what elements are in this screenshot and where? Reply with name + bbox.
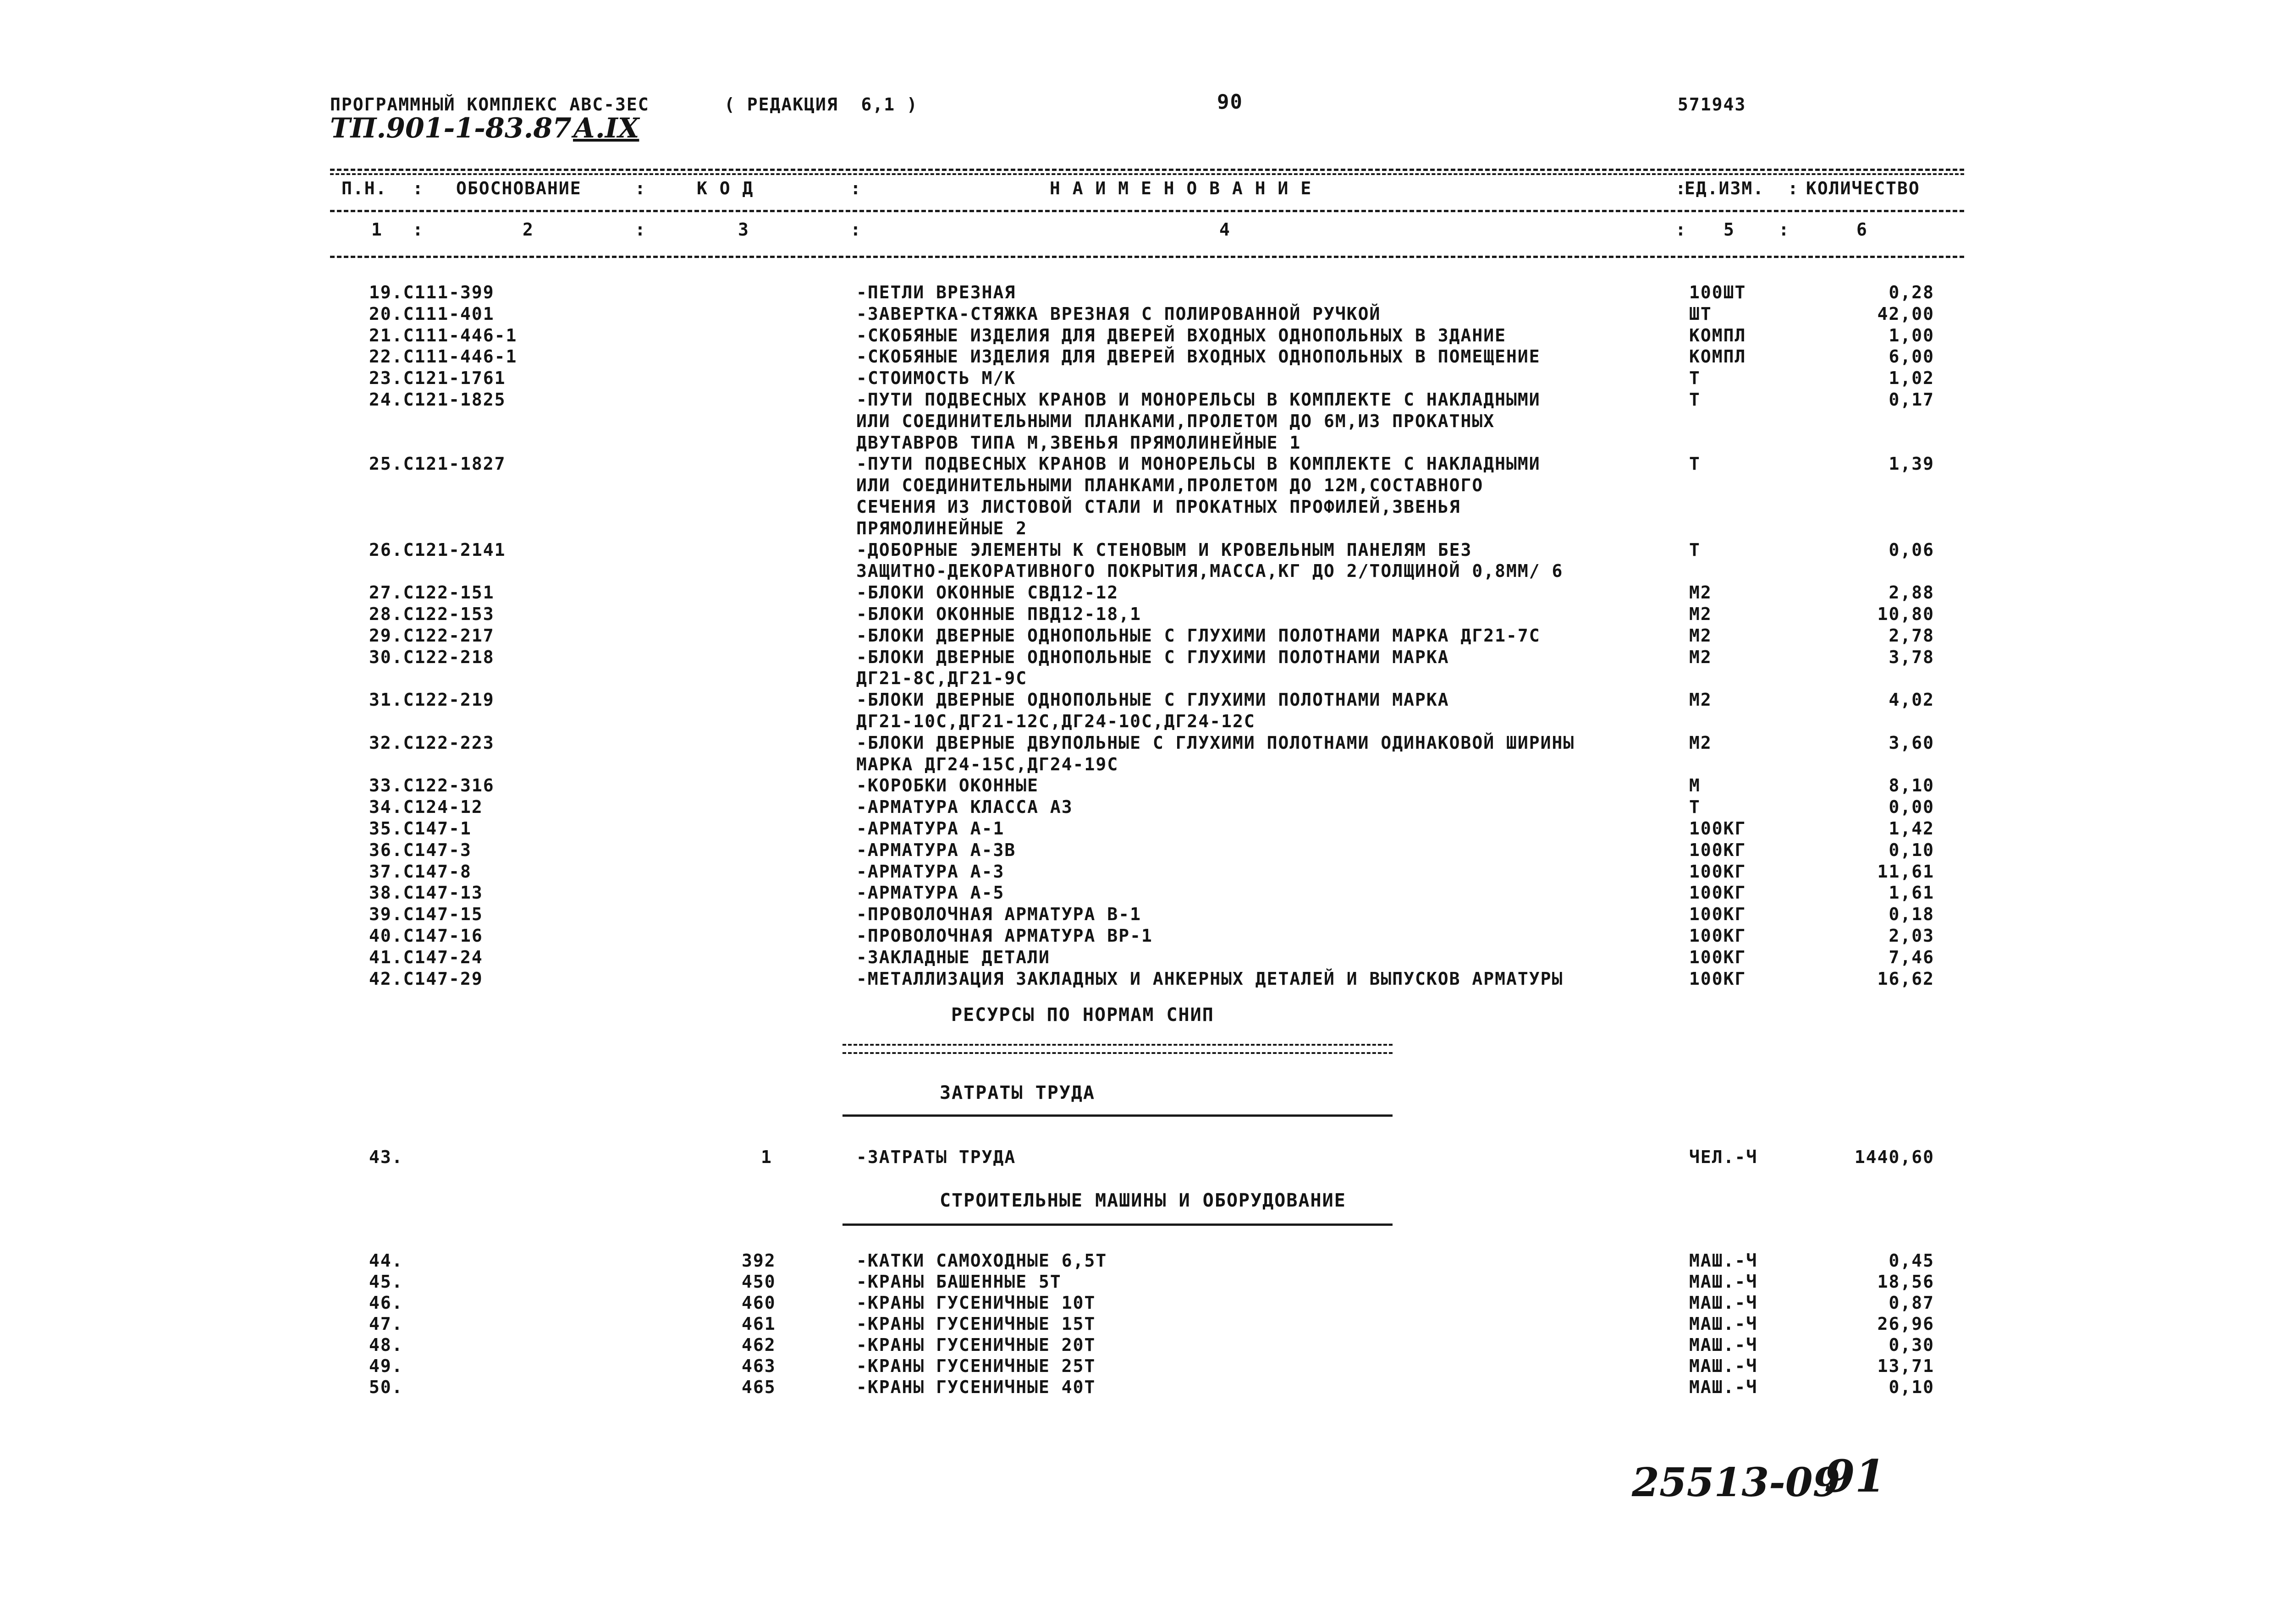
row-unit: Т	[1689, 454, 1701, 474]
header-rule-mid	[330, 210, 1964, 212]
row-name-line: МАРКА ДГ24-15С,ДГ24-19С	[856, 754, 1119, 774]
row-name-line: -ДОБОРНЫЕ ЭЛЕМЕНТЫ К СТЕНОВЫМ И КРОВЕЛЬНЫМ ПАНЕЛЯМ БЕЗ	[856, 539, 1472, 560]
row-name-line: -БЛОКИ ДВЕРНЫЕ ОДНОПОЛЬНЫЕ С ГЛУХИМИ ПОЛОТНАМИ МАРКА ДГ21-7С	[856, 625, 1541, 646]
row-num: 43.	[369, 1147, 403, 1167]
col-head-num: П.Н.	[341, 178, 387, 198]
row-unit: 100КГ	[1689, 968, 1746, 989]
program-name: ПРОГРАММНЫЙ КОМПЛЕКС АВС-3ЕС	[330, 94, 650, 115]
row-code: 32.С122-223	[369, 732, 495, 753]
row-unit: ШТ	[1689, 303, 1712, 324]
col-sep: :	[635, 178, 646, 198]
row-num: 46.	[369, 1293, 403, 1313]
col-num-1: 1	[371, 219, 383, 240]
row-code: 28.С122-153	[369, 604, 495, 624]
row-code: 31.С122-219	[369, 690, 495, 710]
row-num: 47.	[369, 1314, 403, 1334]
row-unit: Т	[1689, 368, 1701, 389]
col-sep: :	[850, 219, 862, 240]
row-qty: 3,78	[1889, 647, 1934, 667]
row-unit: КОМПЛ	[1689, 346, 1746, 367]
row-qty: 0,45	[1889, 1251, 1934, 1271]
row-name-line: -СТОИМОСТЬ М/К	[856, 368, 1016, 389]
row-code: 38.С147-13	[369, 883, 483, 903]
row-code: 23.С121-1761	[369, 368, 506, 389]
row-name-line: -ПУТИ ПОДВЕСНЫХ КРАНОВ И МОНОРЕЛЬСЫ В КОМПЛЕКТЕ С НАКЛАДНЫМИ	[856, 454, 1541, 474]
row-qty: 11,61	[1877, 861, 1934, 882]
col-head-qty: КОЛИЧЕСТВО	[1806, 178, 1920, 198]
row-qty: 3,60	[1889, 732, 1934, 753]
row-code: 21.С111-446-1	[369, 325, 518, 346]
row-qty: 10,80	[1877, 604, 1934, 624]
row-qty: 1,00	[1889, 325, 1934, 346]
row-qty: 0,06	[1889, 539, 1934, 560]
handwritten-code: 25513-09	[1632, 1459, 1840, 1506]
row-qty: 0,30	[1889, 1335, 1934, 1355]
row-name-line: -ПРОВОЛОЧНАЯ АРМАТУРА В-1	[856, 904, 1141, 925]
row-code: 22.С111-446-1	[369, 346, 518, 367]
row-qty: 1,02	[1889, 368, 1934, 389]
row-unit: ЧЕЛ.-Ч	[1689, 1147, 1758, 1167]
col-head-basis: ОБОСНОВАНИЕ	[456, 178, 582, 198]
row-unit: М2	[1689, 604, 1712, 624]
col-num-3: 3	[738, 219, 749, 240]
labor-section-title: ЗАТРАТЫ ТРУДА	[940, 1082, 1096, 1103]
col-sep: :	[413, 178, 424, 198]
row-name-line: ДВУТАВРОВ ТИПА М,ЗВЕНЬЯ ПРЯМОЛИНЕЙНЫЕ 1	[856, 432, 1301, 453]
row-name: -КРАНЫ ГУСЕНИЧНЫЕ 10Т	[856, 1293, 1096, 1313]
row-code: 34.С124-12	[369, 797, 483, 817]
col-head-unit: ЕД.ИЗМ.	[1685, 178, 1765, 198]
row-qty: 18,56	[1877, 1272, 1934, 1292]
row-unit: М2	[1689, 732, 1712, 753]
row-code: 39.С147-15	[369, 904, 483, 925]
row-name-line: ДГ21-10С,ДГ21-12С,ДГ24-10С,ДГ24-12С	[856, 711, 1255, 731]
row-name-line: -БЛОКИ ДВЕРНЫЕ ДВУПОЛЬНЫЕ С ГЛУХИМИ ПОЛОТНАМИ ОДИНАКОВОЙ ШИРИНЫ	[856, 732, 1575, 753]
row-code: 24.С121-1825	[369, 390, 506, 410]
handwritten-page: 91	[1824, 1450, 1886, 1502]
row-qty: 0,10	[1889, 839, 1934, 860]
row-unit: 100КГ	[1689, 818, 1746, 839]
row-code: 37.С147-8	[369, 861, 472, 882]
col-num-6: 6	[1856, 219, 1868, 240]
row-qty: 0,28	[1889, 282, 1934, 302]
row-qty: 4,02	[1889, 690, 1934, 710]
row-name-line: СЕЧЕНИЯ ИЗ ЛИСТОВОЙ СТАЛИ И ПРОКАТНЫХ ПРОФИЛЕЙ,ЗВЕНЬЯ	[856, 497, 1461, 517]
row-qty: 1,61	[1889, 883, 1934, 903]
row-code: 36.С147-3	[369, 839, 472, 860]
col-head-name: Н А И М Е Н О В А Н И Е	[1050, 178, 1312, 198]
row-num: 44.	[369, 1251, 403, 1271]
row-name-line: ЗАЩИТНО-ДЕКОРАТИВНОГО ПОКРЫТИЯ,МАССА,КГ ДО 2/ТОЛЩИНОЙ 0,8ММ/ 6	[856, 561, 1564, 582]
row-name-line: ПРЯМОЛИНЕЙНЫЕ 2	[856, 518, 1028, 538]
row-code: 450	[742, 1272, 776, 1292]
row-code: 463	[742, 1356, 776, 1376]
row-code: 20.С111-401	[369, 303, 495, 324]
row-unit: МАШ.-Ч	[1689, 1314, 1758, 1334]
row-qty: 26,96	[1877, 1314, 1934, 1334]
row-unit: 100КГ	[1689, 926, 1746, 946]
row-name: -КРАНЫ ГУСЕНИЧНЫЕ 15Т	[856, 1314, 1096, 1334]
row-unit: МАШ.-Ч	[1689, 1377, 1758, 1397]
row-unit: МАШ.-Ч	[1689, 1335, 1758, 1355]
row-qty: 0,87	[1889, 1293, 1934, 1313]
row-qty: 13,71	[1877, 1356, 1934, 1376]
labor-rule	[842, 1114, 1393, 1117]
row-qty: 2,88	[1889, 582, 1934, 603]
row-unit: М2	[1689, 582, 1712, 603]
row-code: 465	[742, 1377, 776, 1397]
row-name: -КРАНЫ ГУСЕНИЧНЫЕ 25Т	[856, 1356, 1096, 1376]
row-name-line: -АРМАТУРА А-1	[856, 818, 1005, 839]
row-code: 19.С111-399	[369, 282, 495, 302]
row-name-line: -СКОБЯНЫЕ ИЗДЕЛИЯ ДЛЯ ДВЕРЕЙ ВХОДНЫХ ОДНОПОЛЬНЫХ В ПОМЕЩЕНИЕ	[856, 346, 1541, 367]
row-unit: 100ШТ	[1689, 282, 1746, 302]
row-unit: Т	[1689, 390, 1701, 410]
machines-section-title: СТРОИТЕЛЬНЫЕ МАШИНЫ И ОБОРУДОВАНИЕ	[940, 1190, 1346, 1211]
row-unit: М2	[1689, 690, 1712, 710]
row-unit: М2	[1689, 625, 1712, 646]
row-name: -КАТКИ САМОХОДНЫЕ 6,5Т	[856, 1251, 1107, 1271]
row-name-line: ИЛИ СОЕДИНИТЕЛЬНЫМИ ПЛАНКАМИ,ПРОЛЕТОМ ДО 6М,ИЗ ПРОКАТНЫХ	[856, 411, 1495, 431]
row-qty: 16,62	[1877, 968, 1934, 989]
col-head-code: К О Д	[697, 178, 754, 198]
row-qty: 7,46	[1889, 947, 1934, 967]
row-num: 48.	[369, 1335, 403, 1355]
row-code: 1	[761, 1147, 772, 1167]
edition: ( РЕДАКЦИЯ 6,1 )	[724, 94, 918, 115]
row-qty: 0,00	[1889, 797, 1934, 817]
row-name-line: -КОРОБКИ ОКОННЫЕ	[856, 775, 1039, 796]
row-name-line: -ЗАВЕРТКА-СТЯЖКА ВРЕЗНАЯ С ПОЛИРОВАННОЙ РУЧКОЙ	[856, 303, 1381, 324]
row-name: -КРАНЫ ГУСЕНИЧНЫЕ 40Т	[856, 1377, 1096, 1397]
row-name-line: -АРМАТУРА А-3В	[856, 839, 1016, 860]
row-code: 42.С147-29	[369, 968, 483, 989]
row-unit: 100КГ	[1689, 947, 1746, 967]
page-number: 90	[1217, 90, 1243, 114]
row-unit: МАШ.-Ч	[1689, 1272, 1758, 1292]
row-name-line: -ПУТИ ПОДВЕСНЫХ КРАНОВ И МОНОРЕЛЬСЫ В КОМПЛЕКТЕ С НАКЛАДНЫМИ	[856, 390, 1541, 410]
row-num: 49.	[369, 1356, 403, 1376]
header-rule-top	[330, 169, 1964, 171]
row-name-line: -ПЕТЛИ ВРЕЗНАЯ	[856, 282, 1016, 302]
row-qty: 1,39	[1889, 454, 1934, 474]
row-num: 45.	[369, 1272, 403, 1292]
row-code: 25.С121-1827	[369, 454, 506, 474]
row-qty: 0,17	[1889, 390, 1934, 410]
header-rule-top-2	[330, 173, 1964, 175]
row-code: 27.С122-151	[369, 582, 495, 603]
header-rule-bottom	[330, 256, 1964, 258]
row-num: 50.	[369, 1377, 403, 1397]
row-unit: 100КГ	[1689, 904, 1746, 925]
row-unit: МАШ.-Ч	[1689, 1251, 1758, 1271]
col-sep: :	[850, 178, 862, 198]
row-name-line: -БЛОКИ ДВЕРНЫЕ ОДНОПОЛЬНЫЕ С ГЛУХИМИ ПОЛОТНАМИ МАРКА	[856, 647, 1449, 667]
row-name-line: ИЛИ СОЕДИНИТЕЛЬНЫМИ ПЛАНКАМИ,ПРОЛЕТОМ ДО 12М,СОСТАВНОГО	[856, 475, 1484, 496]
col-sep: :	[635, 219, 646, 240]
machines-rule	[842, 1223, 1393, 1226]
row-name-line: -ПРОВОЛОЧНАЯ АРМАТУРА ВР-1	[856, 926, 1153, 946]
col-sep: :	[1675, 178, 1687, 198]
row-qty: 1440,60	[1854, 1147, 1934, 1167]
row-code: 41.С147-24	[369, 947, 483, 967]
col-sep: :	[1788, 178, 1799, 198]
col-sep: :	[1778, 219, 1790, 240]
row-qty: 6,00	[1889, 346, 1934, 367]
row-unit: 100КГ	[1689, 883, 1746, 903]
row-code: 460	[742, 1293, 776, 1313]
doc-number: 571943	[1678, 94, 1746, 115]
row-unit: Т	[1689, 797, 1701, 817]
row-unit: КОМПЛ	[1689, 325, 1746, 346]
row-code: 29.С122-217	[369, 625, 495, 646]
row-name: -КРАНЫ ГУСЕНИЧНЫЕ 20Т	[856, 1335, 1096, 1355]
row-qty: 42,00	[1877, 303, 1934, 324]
row-qty: 0,10	[1889, 1377, 1934, 1397]
row-unit: М2	[1689, 647, 1712, 667]
row-qty: 8,10	[1889, 775, 1934, 796]
project-code: ТП.901-1-83.87	[330, 112, 572, 144]
row-code: 392	[742, 1251, 776, 1271]
row-qty: 0,18	[1889, 904, 1934, 925]
row-unit: МАШ.-Ч	[1689, 1356, 1758, 1376]
row-name-line: -БЛОКИ ОКОННЫЕ СВД12-12	[856, 582, 1119, 603]
row-name-line: -АРМАТУРА А-5	[856, 883, 1005, 903]
row-code: 30.С122-218	[369, 647, 495, 667]
row-code: 26.С121-2141	[369, 539, 506, 560]
row-unit: 100КГ	[1689, 839, 1746, 860]
row-unit: 100КГ	[1689, 861, 1746, 882]
row-name-line: -МЕТАЛЛИЗАЦИЯ ЗАКЛАДНЫХ И АНКЕРНЫХ ДЕТАЛЕЙ И ВЫПУСКОВ АРМАТУРЫ	[856, 968, 1564, 989]
row-qty: 2,03	[1889, 926, 1934, 946]
row-name-line: -АРМАТУРА КЛАССА А3	[856, 797, 1073, 817]
row-code: 40.С147-16	[369, 926, 483, 946]
row-name-line: -СКОБЯНЫЕ ИЗДЕЛИЯ ДЛЯ ДВЕРЕЙ ВХОДНЫХ ОДНОПОЛЬНЫХ В ЗДАНИЕ	[856, 325, 1507, 346]
row-code: 461	[742, 1314, 776, 1334]
col-sep: :	[1675, 219, 1687, 240]
row-code: 35.С147-1	[369, 818, 472, 839]
row-name: -КРАНЫ БАШЕННЫЕ 5Т	[856, 1272, 1062, 1292]
row-qty: 2,78	[1889, 625, 1934, 646]
row-name-line: ДГ21-8С,ДГ21-9С	[856, 668, 1028, 689]
col-sep: :	[413, 219, 424, 240]
row-name-line: -ЗАКЛАДНЫЕ ДЕТАЛИ	[856, 947, 1050, 967]
row-code: 462	[742, 1335, 776, 1355]
resources-title: РЕСУРСЫ ПО НОРМАМ СНИП	[951, 1004, 1214, 1026]
row-unit: Т	[1689, 539, 1701, 560]
col-num-4: 4	[1219, 219, 1231, 240]
col-num-5: 5	[1723, 219, 1735, 240]
double-rule	[842, 1044, 1393, 1054]
row-unit: МАШ.-Ч	[1689, 1293, 1758, 1313]
row-code: 33.С122-316	[369, 775, 495, 796]
row-qty: 1,42	[1889, 818, 1934, 839]
row-name-line: -АРМАТУРА А-3	[856, 861, 1005, 882]
row-name-line: -БЛОКИ ДВЕРНЫЕ ОДНОПОЛЬНЫЕ С ГЛУХИМИ ПОЛОТНАМИ МАРКА	[856, 690, 1449, 710]
row-name-line: -БЛОКИ ОКОННЫЕ ПВД12-18,1	[856, 604, 1141, 624]
row-name: -ЗАТРАТЫ ТРУДА	[856, 1147, 1016, 1167]
col-num-2: 2	[523, 219, 534, 240]
row-unit: М	[1689, 775, 1701, 796]
album-code: А.IX	[573, 112, 639, 144]
